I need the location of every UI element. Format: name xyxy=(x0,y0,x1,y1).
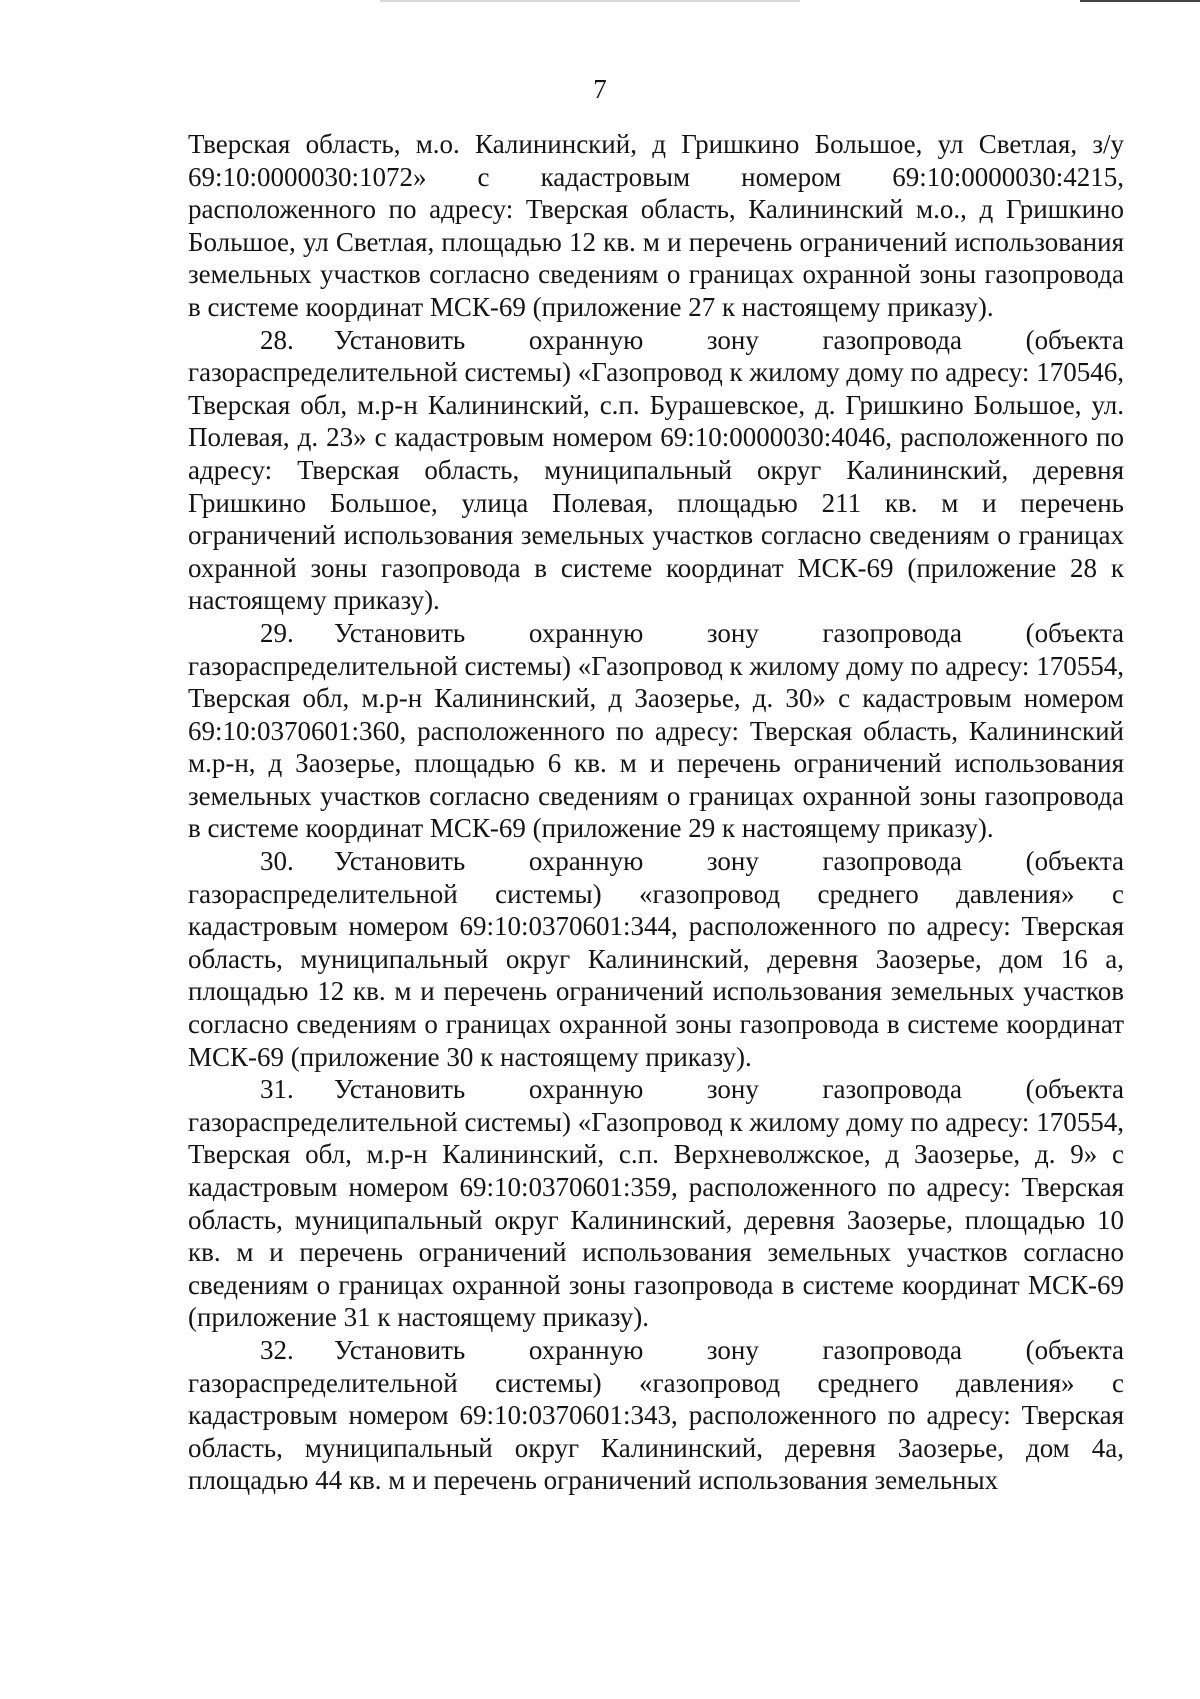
item-number: 30. xyxy=(260,846,294,877)
item-number: 31. xyxy=(260,1074,294,1105)
paragraph-text: Тверская область, м.о. Калининский, д Гришкино Большое, ул Светлая, з/у 69:10:0000030:1072» с кадастровым номером 69:10:0000030:4215, расположенного по адресу: Тверская область, Калининский м.о., д Гришкино Большое, ул Светлая, площадью 12 кв. м и перечень ограничений использования земельных участков согласно сведениям о границах охранной зоны газопровода в системе координат МСК-69 (приложение 27 к настоящему приказу). xyxy=(188,129,1124,322)
paragraph-item-32 xyxy=(188,1334,1124,1497)
paragraph-item-30 xyxy=(188,845,1124,1073)
document-body xyxy=(188,128,1124,1497)
scan-edge-top xyxy=(380,0,800,2)
paragraph-text: Установить охранную зону газопровода (объекта газораспределительной системы) «Газопровод к жилому дому по адресу: 170546, Тверская обл, м.р-н Калининский, с.п. Бурашевское, д. Гришкино Большое, ул. Полевая, д. 23» с кадастровым номером 69:10:0000030:4046, расположенного по адресу: Тверская область, муниципальный округ Калининский, деревня Гришкино Большое, улица Полевая, площадью 211 кв. м и перечень ограничений использования земельных участков согласно сведениям о границах охранной зоны газопровода в системе координат МСК-69 (приложение 28 к настоящему приказу). xyxy=(188,324,1124,616)
item-number: 32. xyxy=(260,1334,294,1365)
item-number: 28. xyxy=(260,324,294,355)
paragraph-text: Установить охранную зону газопровода (объекта газораспределительной системы) «газопровод среднего давления» с кадастровым номером 69:10:0370601:343, расположенного по адресу: Тверская область, муниципальный округ Калининский, деревня Заозерье, дом 4а, площадью 44 кв. м и перечень ограничений использования земельных xyxy=(188,1334,1124,1496)
paragraph-item-28 xyxy=(188,324,1124,617)
paragraph-continuation xyxy=(188,128,1124,324)
scan-edge-top-right xyxy=(1080,0,1200,2)
page-number: 7 xyxy=(593,74,607,104)
paragraph-text: Установить охранную зону газопровода (объекта газораспределительной системы) «газопровод среднего давления» с кадастровым номером 69:10:0370601:344, расположенного по адресу: Тверская область, муниципальный округ Калининский, деревня Заозерье, дом 16 а, площадью 12 кв. м и перечень ограничений использования земельных участков согласно сведениям о границах охранной зоны газопровода в системе координат МСК-69 (приложение 30 к настоящему приказу). xyxy=(188,846,1124,1072)
paragraph-item-29 xyxy=(188,617,1124,845)
paragraph-text: Установить охранную зону газопровода (объекта газораспределительной системы) «Газопровод к жилому дому по адресу: 170554, Тверская обл, м.р-н Калининский, с.п. Верхневолжское, д Заозерье, д. 9» с кадастровым номером 69:10:0370601:359, расположенного по адресу: Тверская область, муниципальный округ Калининский, деревня Заозерье, площадью 10 кв. м и перечень ограничений использования земельных участков согласно сведениям о границах охранной зоны газопровода в системе координат МСК-69 (приложение 31 к настоящему приказу). xyxy=(188,1074,1124,1333)
item-number: 29. xyxy=(260,617,294,648)
paragraph-item-31 xyxy=(188,1073,1124,1334)
paragraph-text: Установить охранную зону газопровода (объекта газораспределительной системы) «Газопровод к жилому дому по адресу: 170554, Тверская обл, м.р-н Калининский, д Заозерье, д. 30» с кадастровым номером 69:10:0370601:360, расположенного по адресу: Тверская область, Калининский м.р-н, д Заозерье, площадью 6 кв. м и перечень ограничений использования земельных участков согласно сведениям о границах охранной зоны газопровода в системе координат МСК-69 (приложение 29 к настоящему приказу). xyxy=(188,617,1124,844)
